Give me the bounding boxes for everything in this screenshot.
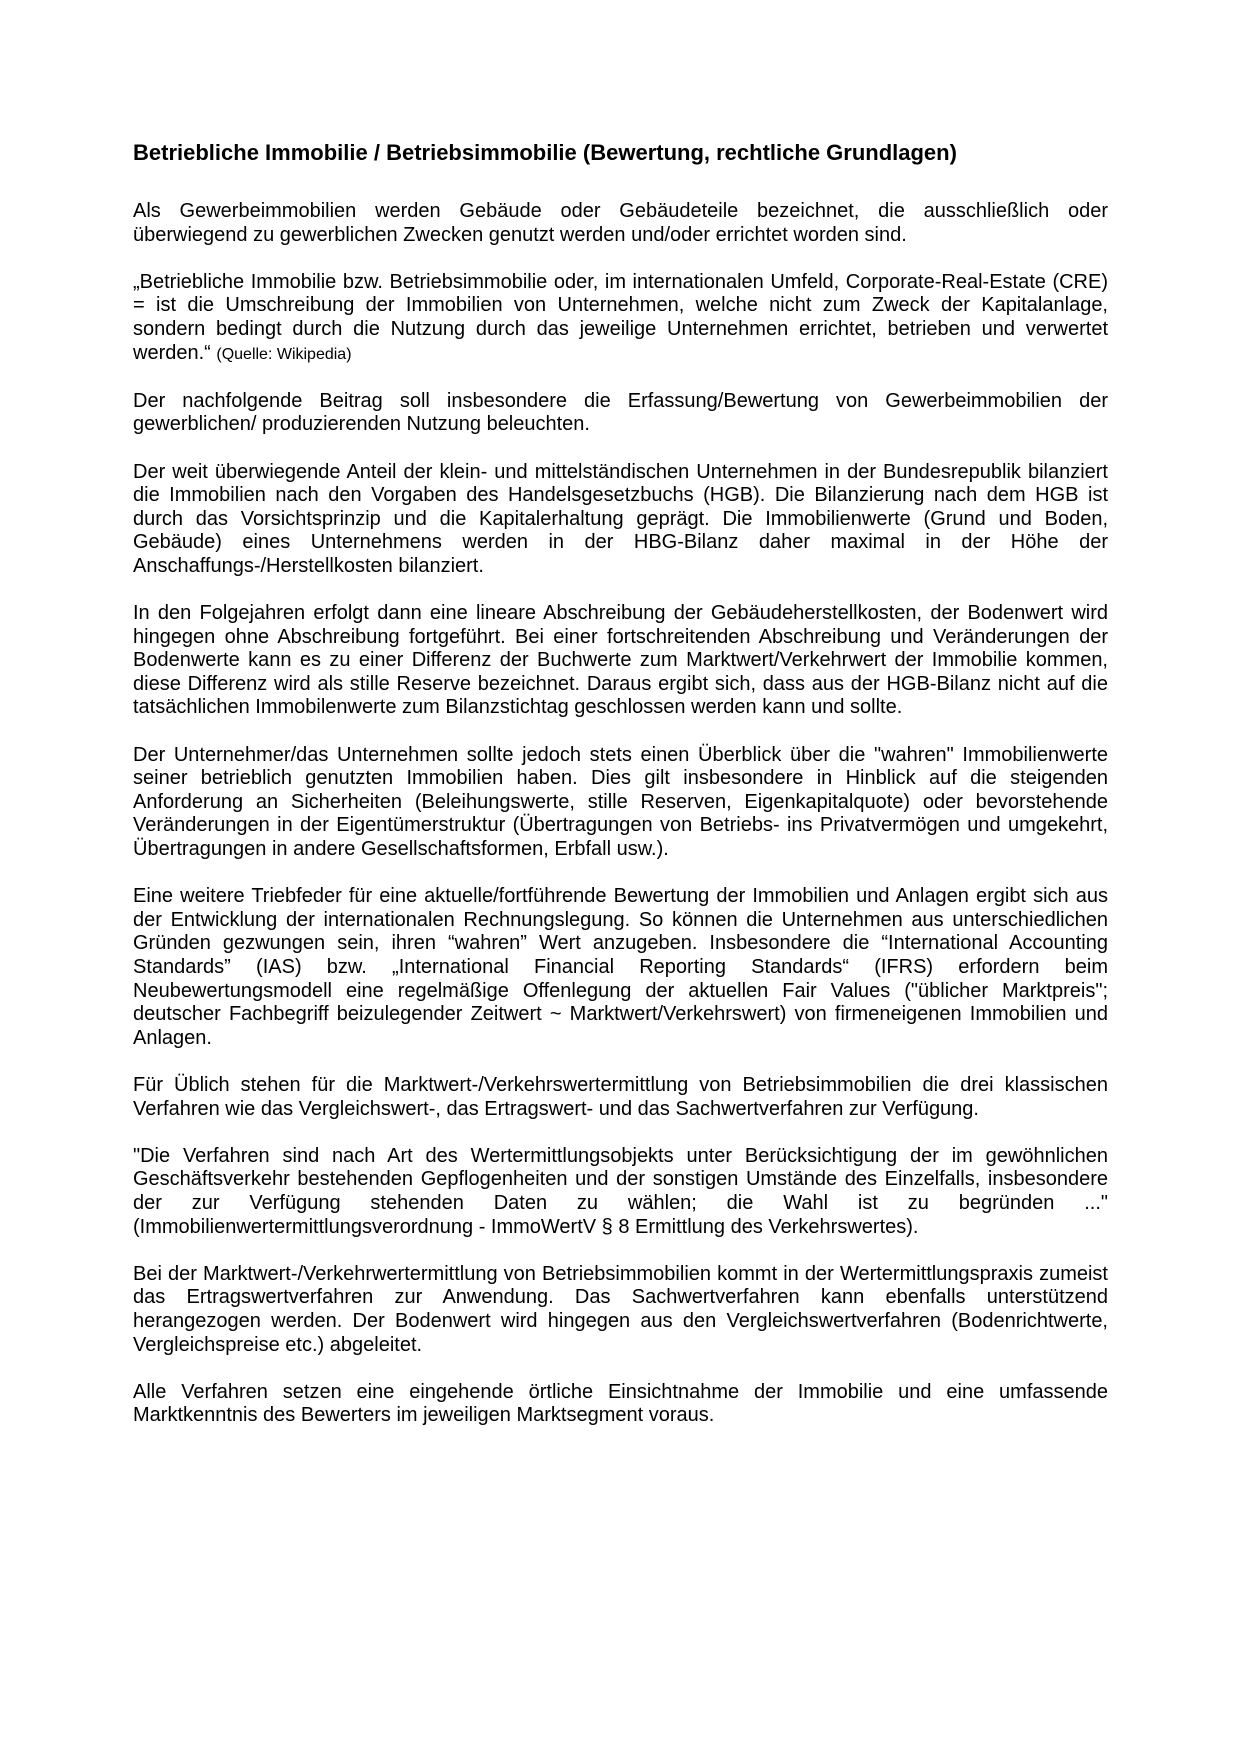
document-content <box>133 140 1108 1428</box>
immowertv-quote-paragraph: "Die Verfahren sind nach Art des Wertermittlungsobjekts unter Berücksichtigung der im gewöhnlichen Geschäftsverkehr bestehenden Gepflogenheiten und der sonstigen Umstände des Einzelfalls, insbesondere der zur Verfügung stehenden Daten zu wählen; die Wahl ist zu begründen ..." (Immobilienwertermittlungsverordnung - ImmoWertV § 8 Ermittlung des Verkehrswertes). <box>133 1144 1108 1238</box>
scope-paragraph: Der nachfolgende Beitrag soll insbesondere die Erfassung/Bewertung von Gewerbeimmobilien der gewerblichen/ produzierenden Nutzung beleuchten. <box>133 389 1108 436</box>
intro-paragraph: Als Gewerbeimmobilien werden Gebäude oder Gebäudeteile bezeichnet, die ausschließlich oder überwiegend zu gewerblichen Zwecken genutzt werden und/oder errichtet worden sind. <box>133 200 1108 246</box>
definition-quote-paragraph <box>133 271 1108 366</box>
hgb-balance-paragraph: Der weit überwiegende Anteil der klein- und mittelständischen Unternehmen in der Bundesrepublik bilanziert die Immobilien nach den Vorgaben des Handelsgesetzbuchs (HGB). Die Bilanzierung nach dem HGB ist durch das Vorsichtsprinzip und die Kapitalerhaltung geprägt. Die Immobilienwerte (Grund und Boden, Gebäude) eines Unternehmens werden in der HBG-Bilanz daher maximal in der Höhe der Anschaffungs-/Herstellkosten bilanziert. <box>133 460 1108 577</box>
page-title: Betriebliche Immobilie / Betriebsimmobilie (Bewertung, rechtliche Grundlagen) <box>133 140 957 165</box>
practice-paragraph: Bei der Marktwert-/Verkehrwertermittlung von Betriebsimmobilien kommt in der Wertermittlungspraxis zumeist das Ertragswertverfahren zur Anwendung. Das Sachwertverfahren kann ebenfalls unterstützend herangezogen werden. Der Bodenwert wird hingegen aus den Vergleichswertverfahren (Bodenrichtwerte, Vergleichspreise etc.) abgeleitet. <box>133 1262 1108 1356</box>
definition-quote-text: „Betriebliche Immobilie bzw. Betriebsimmobilie oder, im internationalen Umfeld, Corporate-Real-Estate (CRE) = ist die Umschreibung der Immobilien von Unternehmen, welche nicht zum Zweck der Kapitalanlage, sondern bedingt durch die Nutzung durch das jeweilige Unternehmen errichtet, betrieben und verwertet werden.“ <box>133 270 1108 364</box>
valuation-methods-paragraph: Für Üblich stehen für die Marktwert-/Verkehrswertermittlung von Betriebsimmobilien die drei klassischen Verfahren wie das Vergleichswert-, das Ertragswert- und das Sachwertverfahren zur Verfügung. <box>133 1073 1108 1120</box>
depreciation-paragraph: In den Folgejahren erfolgt dann eine lineare Abschreibung der Gebäudeherstellkosten, der Bodenwert wird hingegen ohne Abschreibung fortgeführt. Bei einer fortschreitenden Abschreibung und Veränderungen der Bodenwerte kann es zu einer Differenz der Buchwerte zum Marktwert/Verkehrwert der Immobilie kommen, diese Differenz wird als stille Reserve bezeichnet. Daraus ergibt sich, dass aus der HGB-Bilanz nicht auf die tatsächlichen Immobilenwerte zum Bilanzstichtag geschlossen werden kann und sollte. <box>133 602 1108 719</box>
source-note: (Quelle: Wikipedia) <box>216 345 352 363</box>
closing-paragraph: Alle Verfahren setzen eine eingehende örtliche Einsichtnahme der Immobilie und eine umfassende Marktkenntnis des Bewerters im jeweiligen Marktsegment voraus. <box>133 1380 1108 1427</box>
true-values-paragraph: Der Unternehmer/das Unternehmen sollte jedoch stets einen Überblick über die "wahren" Immobilienwerte seiner betrieblich genutzten Immobilien haben. Dies gilt insbesondere in Hinblick auf die steigenden Anforderung an Sicherheiten (Beleihungswerte, stille Reserven, Eigenkapitalquote) oder bevorstehende Veränderungen in der Eigentümerstruktur (Übertragungen von Betriebs- ins Privatvermögen und umgekehrt, Übertragungen in andere Gesellschaftsformen, Erbfall usw.). <box>133 743 1108 861</box>
ias-ifrs-paragraph: Eine weitere Triebfeder für eine aktuelle/fortführende Bewertung der Immobilien und Anlagen ergibt sich aus der Entwicklung der internationalen Rechnungslegung. So können die Unternehmen aus unterschiedlichen Gründen gezwungen sein, ihren “wahren” Wert anzugeben. Insbesondere die “International Accounting Standards” (IAS) bzw. „International Financial Reporting Standards“ (IFRS) erfordern beim Neubewertungsmodell eine regelmäßige Offenlegung der aktuellen Fair Values ("üblicher Marktpreis"; deutscher Fachbegriff beizulegender Zeitwert ~ Marktwert/Verkehrswert) von firmeneigenen Immobilien und Anlagen. <box>133 885 1108 1049</box>
